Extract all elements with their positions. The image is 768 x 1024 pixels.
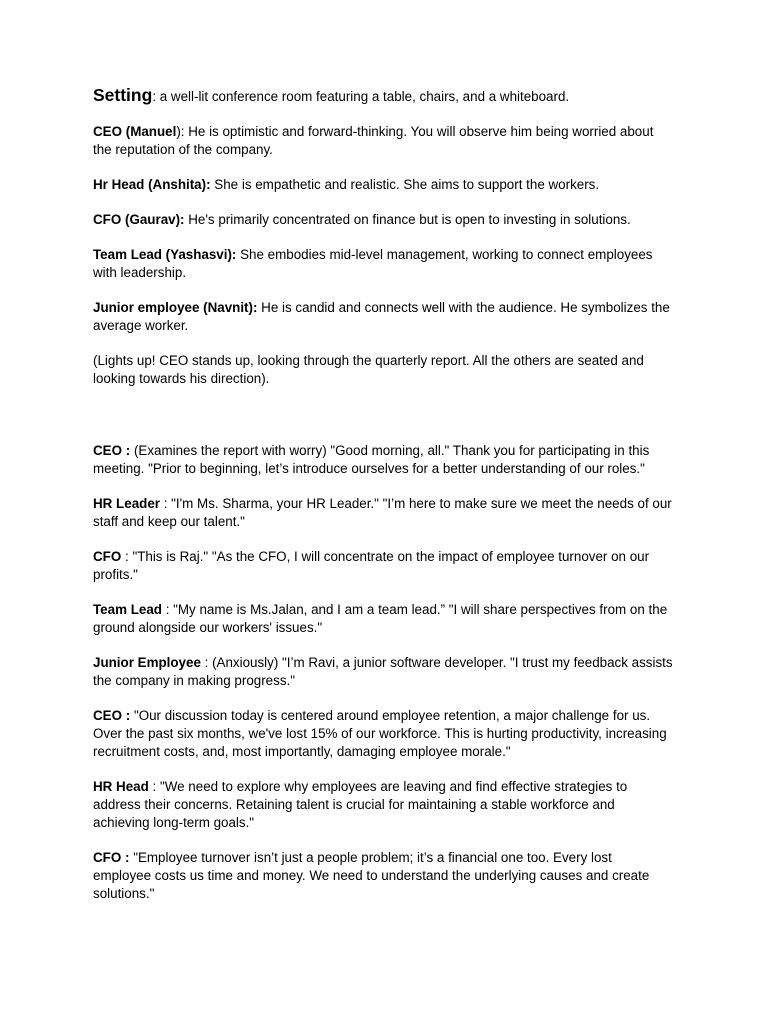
dialogue-text: "My name is Ms.Jalan, and I am a team lead.” "I will share perspectives from on the ground alongside our workers' issues."	[93, 602, 668, 635]
speaker-name: CEO :	[93, 443, 131, 458]
dialogue-line	[93, 778, 673, 832]
character-name: CFO (Gaurav):	[93, 212, 185, 227]
speaker-name: HR Head	[93, 779, 149, 794]
character-text: He is candid and connects well with the audience. He symbolizes the average worker.	[93, 300, 670, 333]
dialogue-line	[93, 601, 673, 637]
dialogue-line	[93, 654, 673, 690]
character-name: CEO (Manuel	[93, 124, 177, 139]
character-description	[93, 246, 673, 282]
character-text: She embodies mid-level management, working to connect employees with leadership.	[93, 247, 653, 280]
speaker-name: HR Leader	[93, 496, 160, 511]
section-spacer	[93, 405, 673, 442]
document-page	[93, 86, 673, 920]
character-name: Team Lead (Yashasvi):	[93, 247, 237, 262]
character-description	[93, 211, 673, 229]
dialogue-text: "Employee turnover isn’t just a people problem; it’s a financial one too. Every lost employee costs us time and money. We need to understand the underlying causes and create solutions."	[93, 850, 650, 901]
character-name: Hr Head (Anshita):	[93, 177, 211, 192]
character-text: He is optimistic and forward-thinking. You will observe him being worried about the reputation of the company.	[93, 124, 654, 157]
character-description	[93, 123, 673, 159]
speaker-separator: :	[161, 602, 174, 617]
speaker-name: CEO :	[93, 708, 131, 723]
character-text: He's primarily concentrated on finance but is open to investing in solutions.	[188, 212, 631, 227]
dialogue-text: (Examines the report with worry) "Good morning, all." Thank you for participating in this meeting. "Prior to beginning, let’s introduce ourselves for a better understanding of our roles."	[93, 443, 650, 476]
dialogue-line	[93, 849, 673, 903]
speaker-separator: :	[200, 655, 213, 670]
stage-direction: (Lights up! CEO stands up, looking through the quarterly report. All the others are seated and looking towards his direction).	[93, 353, 644, 386]
setting-text: : a well-lit conference room featuring a table, chairs, and a whiteboard.	[152, 89, 570, 104]
speaker-name: Team Lead	[93, 602, 162, 617]
character-text: She is empathetic and realistic. She aims to support the workers.	[214, 177, 600, 192]
speaker-separator: :	[159, 496, 172, 511]
character-description	[93, 176, 673, 194]
dialogue-line	[93, 495, 673, 531]
dialogue-line	[93, 442, 673, 478]
speaker-separator: :	[121, 549, 133, 564]
setting-paragraph	[93, 86, 673, 106]
dialogue-line	[93, 548, 673, 584]
character-name: Junior employee (Navnit):	[93, 300, 258, 315]
speaker-separator: :	[148, 779, 160, 794]
character-separator: ):	[176, 124, 189, 139]
dialogue-text: "Our discussion today is centered around employee retention, a major challenge for us. Over the past six months, we've lost 15% of our workforce. This is hurting productivity, increasing recruitment costs, and, most importantly, damaging employee morale."	[93, 708, 667, 759]
dialogue-text: "We need to explore why employees are leaving and find effective strategies to address their concerns. Retaining talent is crucial for maintaining a stable workforce and achieving long-term goals."	[93, 779, 628, 830]
character-description	[93, 299, 673, 335]
speaker-name: CFO	[93, 549, 122, 564]
setting-label: Setting	[93, 85, 153, 105]
dialogue-text: "I'm Ms. Sharma, your HR Leader." "I’m here to make sure we meet the needs of our staff and keep our talent."	[93, 496, 672, 529]
dialogue-text: "This is Raj." "As the CFO, I will concentrate on the impact of employee turnover on our profits."	[93, 549, 650, 582]
dialogue-text: (Anxiously) "I’m Ravi, a junior software developer. "I trust my feedback assists the company in making progress."	[93, 655, 673, 688]
speaker-name: CFO :	[93, 850, 130, 865]
dialogue-line	[93, 707, 673, 761]
speaker-name: Junior Employee	[93, 655, 201, 670]
